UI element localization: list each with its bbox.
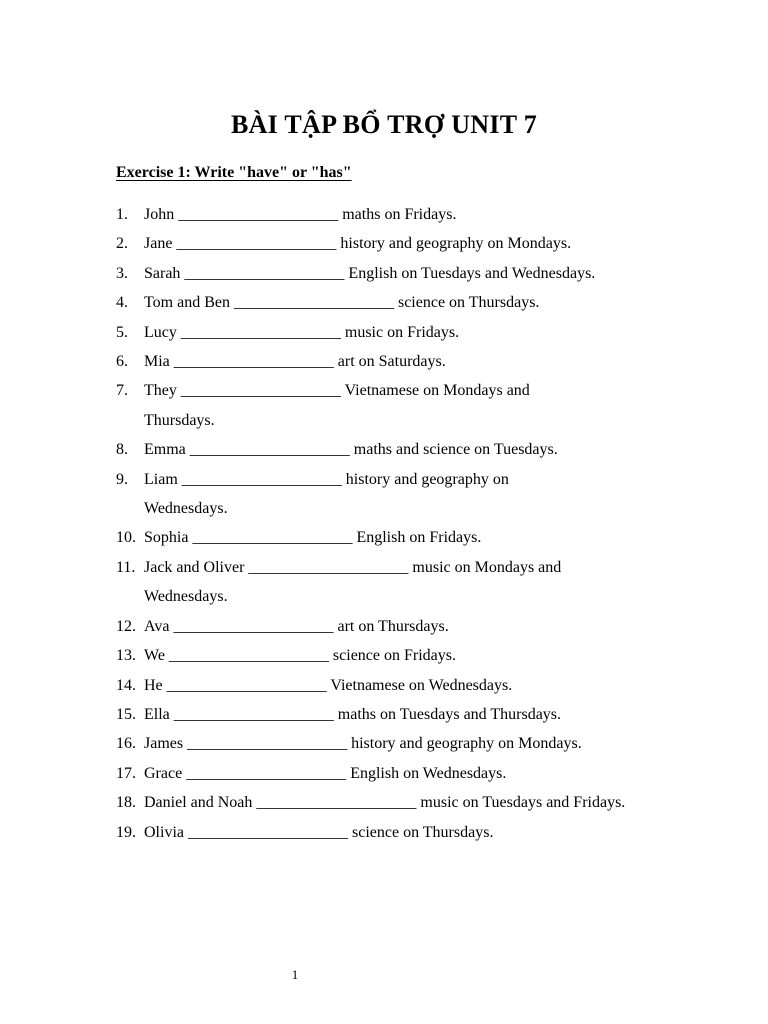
question-item: [116, 347, 676, 376]
question-number: 5.: [116, 323, 128, 341]
question-item: [116, 788, 676, 817]
question-item: [116, 465, 676, 524]
question-item: [116, 818, 676, 847]
question-item: [116, 318, 676, 347]
question-number: 4.: [116, 294, 128, 312]
question-item: [116, 553, 676, 612]
question-text: Tom and Ben ____________________ science on Thursdays.: [144, 294, 540, 312]
question-number: 18.: [116, 794, 136, 812]
question-number: 12.: [116, 617, 136, 635]
question-text: John ____________________ maths on Fridays.: [144, 206, 457, 223]
question-item: [116, 229, 676, 258]
question-text: They ____________________ Vietnamese on Mondays and Thursdays.: [144, 382, 530, 429]
question-text: He ____________________ Vietnamese on Wednesdays.: [144, 676, 513, 694]
question-text: James ____________________ history and geography on Mondays.: [144, 735, 582, 753]
question-item: [116, 376, 676, 435]
question-text: Liam ____________________ history and geography on Wednesdays.: [144, 470, 509, 518]
question-text: Daniel and Noah ____________________ music on Tuesdays and Fridays.: [144, 794, 626, 812]
exercise-heading: Exercise 1: Write "have" or "has": [116, 164, 352, 181]
question-text: Jane ____________________ history and geography on Mondays.: [144, 235, 572, 253]
question-text: Jack and Oliver ____________________ music on Mondays and Wednesdays.: [144, 558, 562, 606]
question-number: 10.: [116, 529, 136, 547]
question-item: [116, 671, 676, 700]
question-text: Mia ____________________ art on Saturdays.: [144, 353, 446, 371]
question-number: 17.: [116, 764, 136, 782]
question-number: 15.: [116, 705, 136, 723]
page-title: BÀI TẬP BỔ TRỢ UNIT 7: [230, 110, 538, 139]
question-item: [116, 612, 676, 641]
question-item: [116, 641, 676, 670]
question-text: Grace ____________________ English on Wednesdays.: [144, 764, 507, 782]
question-number: 16.: [116, 735, 136, 753]
question-number: 11.: [116, 558, 136, 576]
question-number: 3.: [116, 264, 128, 282]
question-number: 6.: [116, 353, 128, 371]
question-text: Olivia ____________________ science on Thursdays.: [144, 823, 494, 841]
question-text: Emma ____________________ maths and science on Tuesdays.: [144, 441, 558, 459]
question-item: [116, 288, 676, 317]
question-text: Sarah ____________________ English on Tuesdays and Wednesdays.: [144, 264, 596, 282]
question-item: [116, 759, 676, 788]
question-item: [116, 435, 676, 464]
question-list: [116, 200, 676, 847]
question-text: Lucy ____________________ music on Fridays.: [144, 323, 460, 341]
question-text: Sophia ____________________ English on Fridays.: [144, 529, 482, 547]
question-number: 19.: [116, 823, 136, 841]
question-item: [116, 259, 676, 288]
question-item: [116, 200, 676, 229]
page-number: 1: [291, 967, 299, 982]
question-text: We ____________________ science on Fridays.: [144, 647, 456, 665]
question-number: 1.: [116, 206, 128, 223]
question-number: 8.: [116, 441, 128, 459]
question-number: 13.: [116, 647, 136, 665]
question-item: [116, 729, 676, 758]
question-item: [116, 523, 676, 552]
question-text: Ava ____________________ art on Thursdays.: [144, 617, 449, 635]
question-number: 7.: [116, 382, 128, 400]
question-text: Ella ____________________ maths on Tuesdays and Thursdays.: [144, 705, 562, 723]
question-number: 9.: [116, 470, 128, 488]
question-number: 2.: [116, 235, 128, 253]
question-item: [116, 700, 676, 729]
question-number: 14.: [116, 676, 136, 694]
